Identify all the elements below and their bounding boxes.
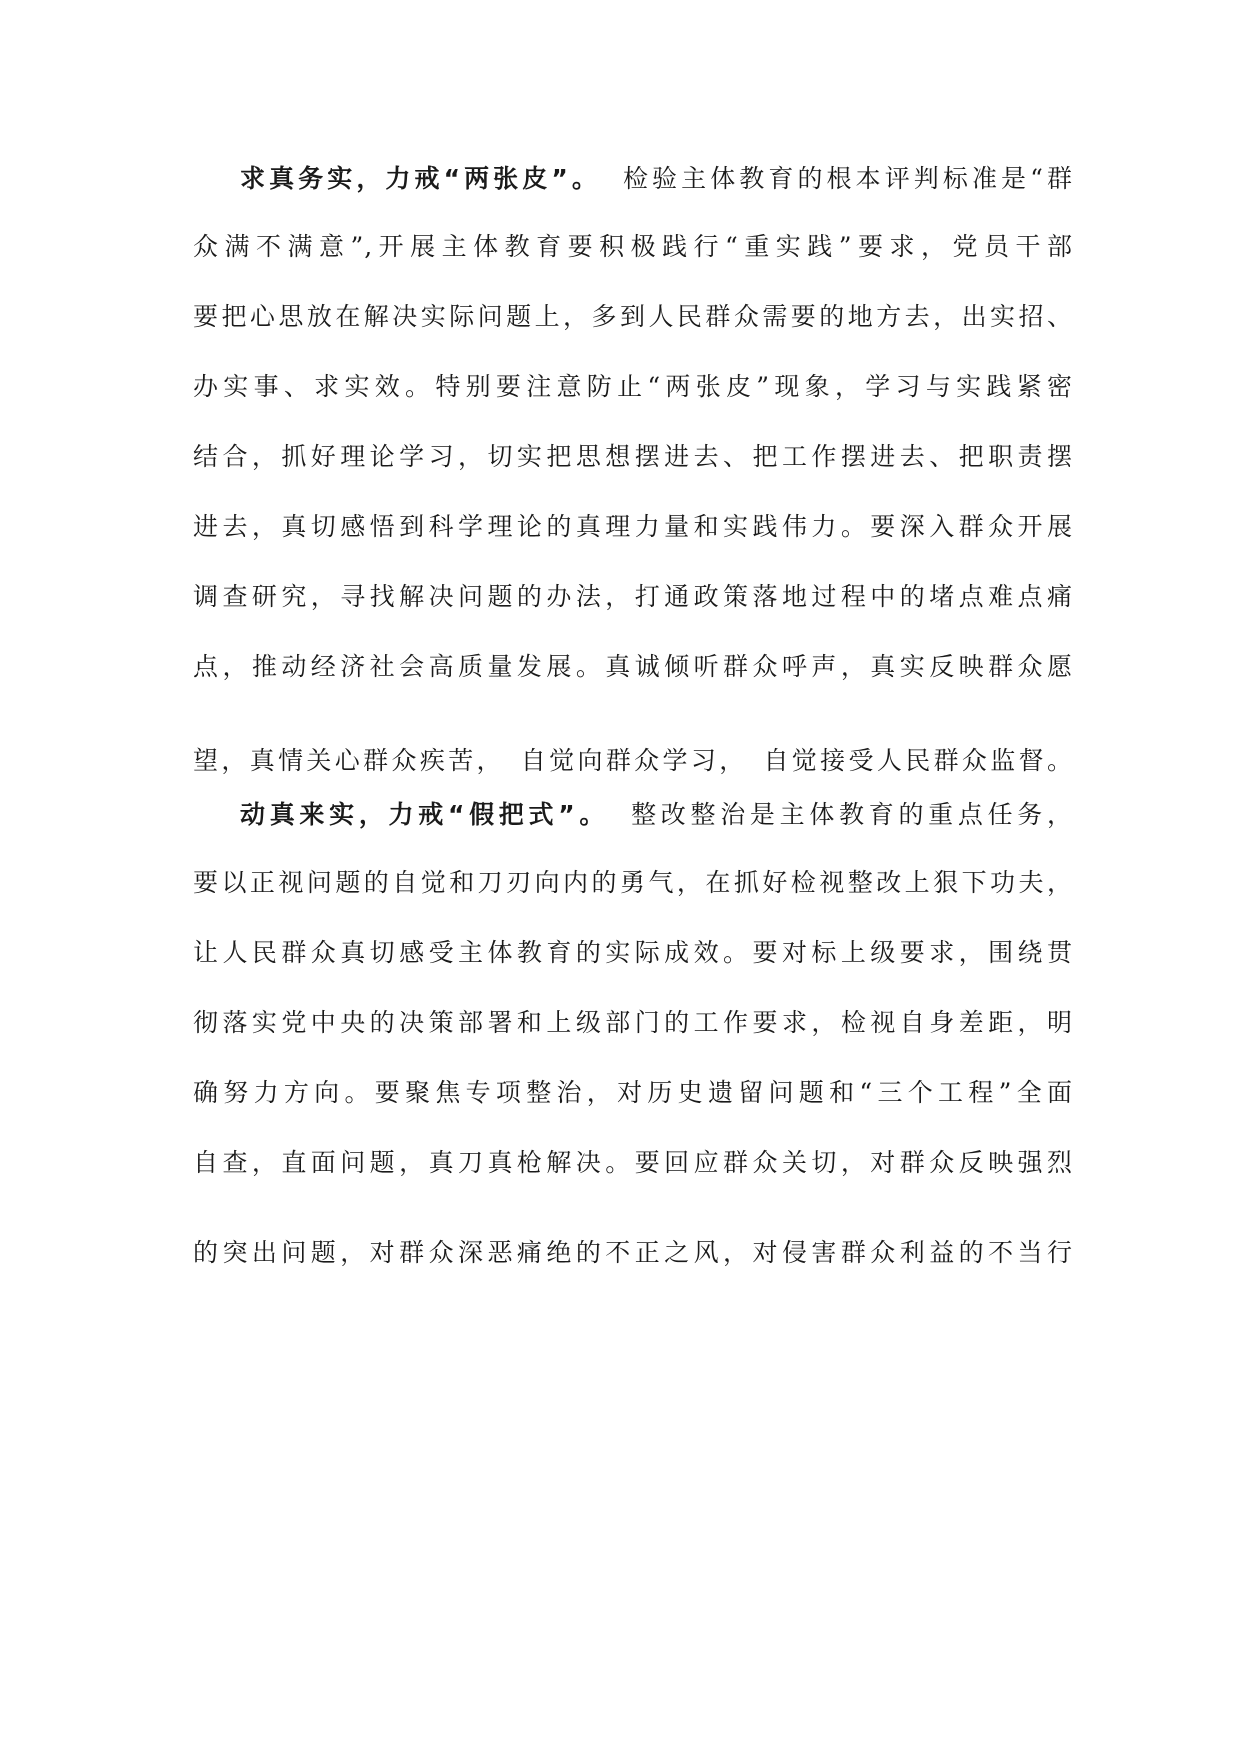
paragraph-1-line-2: 众满不满意”,开展主体教育要积极践行“重实践”要求，党员干部	[193, 232, 1073, 261]
paragraph-1-line-8: 点，推动经济社会高质量发展。真诚倾听群众呼声，真实反映群众愿	[193, 652, 1073, 681]
paragraph-1-heading: 求真务实，力戒“两张皮”。	[240, 164, 601, 193]
paragraph-2-line-7: 的突出问题，对群众深恶痛绝的不正之风，对侵害群众利益的不当行	[193, 1238, 1073, 1267]
paragraph-1-line-9: 望，真情关心群众疾苦， 自觉向群众学习， 自觉接受人民群众监督。	[193, 746, 1073, 775]
paragraph-2-line-5: 确努力方向。要聚焦专项整治，对历史遗留问题和“三个工程”全面	[193, 1078, 1073, 1107]
paragraph-1-line-3: 要把心思放在解决实际问题上，多到人民群众需要的地方去，出实招、	[193, 302, 1073, 331]
paragraph-1-line-1	[240, 159, 1073, 199]
paragraph-2-line-1	[240, 795, 1073, 835]
paragraph-1-line-5: 结合，抓好理论学习，切实把思想摆进去、把工作摆进去、把职责摆	[193, 442, 1073, 471]
paragraph-1-line-7: 调查研究，寻找解决问题的办法，打通政策落地过程中的堵点难点痛	[193, 582, 1073, 611]
paragraph-1-line-6: 进去，真切感悟到科学理论的真理力量和实践伟力。要深入群众开展	[193, 512, 1073, 541]
paragraph-2-line-6: 自查，直面问题，真刀真枪解决。要回应群众关切，对群众反映强烈	[193, 1148, 1073, 1177]
paragraph-2-heading: 动真来实，力戒“假把式”。	[240, 800, 610, 829]
paragraph-2-lead: 整改整治是主体教育的重点任务，	[631, 800, 1073, 829]
paragraph-2-line-3: 让人民群众真切感受主体教育的实际成效。要对标上级要求，围绕贯	[193, 938, 1073, 967]
paragraph-2-line-4: 彻落实党中央的决策部署和上级部门的工作要求，检视自身差距，明	[193, 1008, 1073, 1037]
paragraph-1-line-4: 办实事、求实效。特别要注意防止“两张皮”现象，学习与实践紧密	[193, 372, 1073, 401]
paragraph-1-lead: 检验主体教育的根本评判标准是“群	[622, 164, 1073, 193]
paragraph-2-line-2: 要以正视问题的自觉和刀刃向内的勇气，在抓好检视整改上狠下功夫，	[193, 868, 1073, 897]
